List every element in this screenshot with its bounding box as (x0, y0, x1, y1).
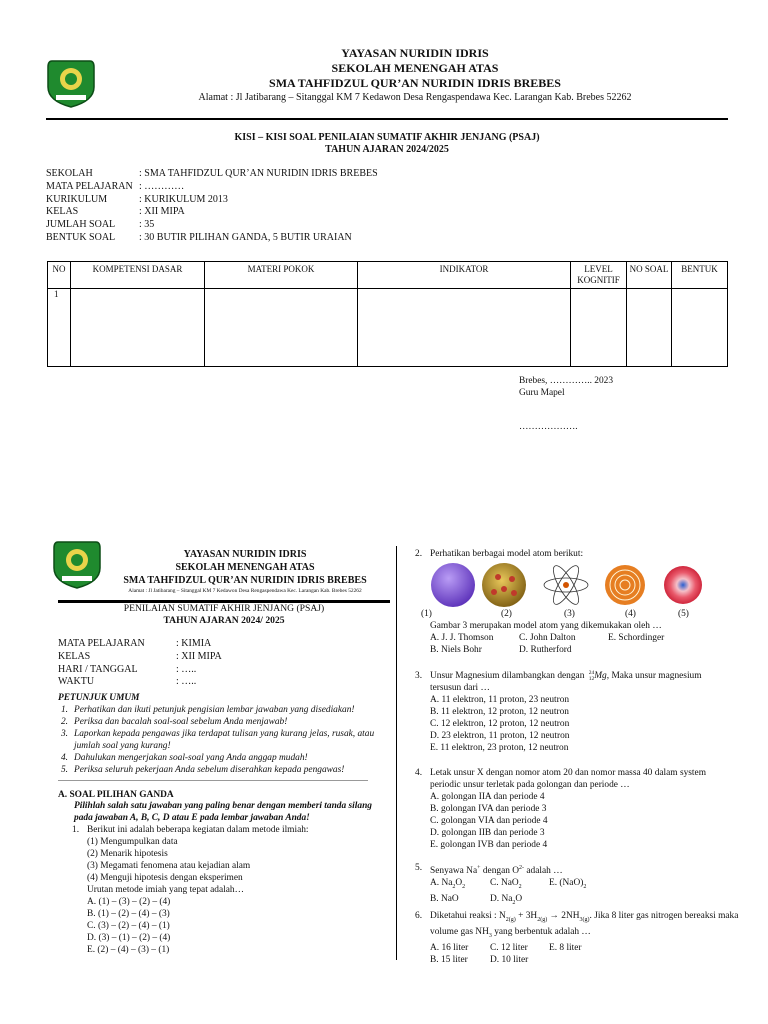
school-name: SMA TAHFIDZUL QUR’AN NURIDIN IDRIS BREBES (269, 76, 561, 90)
answer-option: B. Niels Bohr (430, 645, 482, 655)
answer-option: E. Schordinger (608, 633, 665, 643)
header-block (120, 46, 710, 104)
info-row: MATA PELAJARAN : KIMIA (58, 638, 212, 649)
school-level: SEKOLAH MENENGAH ATAS (175, 562, 315, 573)
section-a-instruction: Pilihlah salah satu jawaban yang paling benar dengan memberi tanda silang pada jawaban A, B, C, D atau E pada lembar jawaban Anda! (74, 801, 372, 823)
exam-info-block (58, 638, 378, 689)
info-row: KELAS : XII MIPA (46, 206, 185, 218)
question-5: 5. Senyawa Na+ dengan $O^{2-}$ adalah … A. $Na_2O_2$ C. NaO$_2$ E. $(NaO)_2$ B. NaO D. $Na_2O$ (415, 862, 735, 909)
signature-role: Guru Mapel (519, 388, 565, 398)
school-address: Alamat : Jl Jatibarang – Sitanggal KM 7 Kedawon Desa Rengaspendawa Kec. Larangan Kab. Brebes 52262 (128, 588, 362, 594)
answer-option: E. (2) – (4) – (3) – (1) (87, 945, 170, 955)
answer-option: A. 16 liter (430, 942, 469, 953)
answer-option: D. golongan IIB dan periode 3 (430, 828, 545, 838)
atom-model-1-icon (431, 563, 475, 607)
answer-option: D. Rutherford (519, 645, 572, 655)
signature-name: ………………. (519, 422, 578, 432)
exam-title: PENILAIAN SUMATIF AKHIR JENJANG (PSAJ) TAHUN AJARAN 2024/ 2025 (123, 603, 325, 626)
question-3: 3. Unsur Magnesium dilambangkan dengan 24 12 Mg, Maka unsur magnesium tersusun dari … A. 11 elektron, 11 proton, 23 neutron B. 11 elektron, 12 proton, 12 neutron C. 12 elektron, 12 proton, 12 neutron D. 23 elektron, 11 proton, 12 neutron E. 11 elektron, 23 proton, 12 neutron (415, 670, 735, 754)
doc-title: KISI – KISI SOAL PENILAIAN SUMATIF AKHIR JENJANG (PSAJ) TAHUN AJARAN 2024/2025 (234, 132, 540, 155)
kisi-table (47, 261, 728, 367)
school-address: Alamat : Jl Jatibarang – Sitanggal KM 7 Kedawon Desa Rengaspendawa Kec. Larangan Kab. Brebes 52262 (198, 92, 632, 103)
foundation-name: YAYASAN NURIDIN IDRIS (341, 46, 489, 60)
answer-option: E. $(NaO)_2$ (549, 878, 587, 890)
answer-option: C. 12 liter (490, 942, 528, 953)
answer-option: A. $Na_2O_2$ (430, 878, 466, 890)
info-row: KELAS : XII MIPA (58, 650, 222, 662)
info-row: WAKTU : ….. (58, 676, 197, 688)
answer-option: A. J. J. Thomson (430, 633, 494, 643)
list-item: 4. Dahulukan mengerjakan soal-soal yang Anda anggap mudah! (60, 753, 308, 763)
info-row: KURIKULUM : KURIKULUM 2013 (46, 193, 228, 205)
foundation-name: YAYASAN NURIDIN IDRIS (183, 549, 307, 560)
header-block (100, 548, 390, 595)
info-row: SEKOLAH : SMA TAHFIDZUL QUR’AN NURIDIN IDRIS BREBES (46, 168, 378, 179)
question-6: 6. Diketahui reaksi : $N_{2(g)} + 3H_{2(g)} \to 2NH_{3(g)}$. Jika 8 liter gas nitrogen bereaksi maka volume gas $NH_3$ yang berbentuk adalah … A. 16 liter C. 12 liter E. 8 liter B. 15 liter D. 10 liter (415, 911, 739, 965)
list-item: 3. Laporkan kepada pengawas jika terdapat tulisan yang kurang jelas, rusak, atau jumlah soal yang kurang! (60, 729, 375, 751)
atom-model-2-icon (482, 563, 526, 607)
column-divider (396, 546, 397, 960)
petunjuk-list (58, 704, 383, 776)
info-row: MATA PELAJARAN : ………… (46, 180, 185, 192)
atom-model-labels: (1) (2) (3) (4) (5) (421, 609, 689, 619)
answer-option: D. 23 elektron, 11 proton, 12 neutron (430, 731, 570, 741)
answer-option: E. 11 elektron, 23 proton, 12 neutron (430, 743, 569, 753)
answer-option: D. $Na_2O$ (490, 894, 523, 906)
header-divider (46, 118, 728, 120)
table-header-row: NO KOMPETENSI DASAR MATERI POKOK INDIKATOR LEVEL KOGNITIF NO SOAL BENTUK (48, 262, 728, 289)
info-row: HARI / TANGGAL : ….. (58, 663, 197, 675)
answer-option: B. NaO (430, 894, 459, 904)
answer-option: D. 10 liter (490, 954, 529, 965)
petunjuk-title: PETUNJUK UMUM (58, 693, 140, 703)
question-1: 1. Berikut ini adalah beberapa kegiatan dalam metode ilmiah: (1) Mengumpulkan data (2) Menarik hipotesis (3) Megamati fenomena atau kejadian alam (4) Menguji hipotesis dengan eksperimen Urutan metode imiah yang tepat adalah… A. (1) – (3) – (2) – (4) B. (1) – (2) – (4) – (3) C. (3) – (2) – (4) – (1) D. (3) – (1) – (2) – (4) E. (2) – (4) – (3) – (1) (72, 824, 392, 956)
atom-model-3-icon (544, 562, 588, 607)
answer-option: E. 8 liter (549, 942, 582, 953)
list-item: 1. Perhatikan dan ikuti petunjuk pengisian lembar jawaban yang disediakan! (60, 705, 355, 715)
answer-option: C. John Dalton (519, 633, 576, 643)
info-row: JUMLAH SOAL : 35 (46, 219, 155, 231)
table-row: 1 (48, 289, 728, 367)
answer-option: B. 15 liter (430, 954, 468, 965)
answer-option: C. (3) – (2) – (4) – (1) (87, 921, 170, 931)
school-logo-icon (52, 538, 102, 590)
answer-option: B. 11 elektron, 12 proton, 12 neutron (430, 707, 569, 717)
question-2-body: Gambar 3 merupakan model atom yang dikemukakan oleh … A. J. J. Thomson C. John Dalton E. Schordinger B. Niels Bohr D. Rutherford (430, 621, 665, 655)
atom-model-4-icon (605, 565, 645, 605)
info-row: BENTUK SOAL : 30 BUTIR PILIHAN GANDA, 5 BUTIR URAIAN (46, 231, 352, 243)
answer-option: C. NaO$_2$ (490, 878, 522, 890)
answer-option: C. golongan VIA dan periode 4 (430, 816, 548, 826)
section-a-title: A. SOAL PILIHAN GANDA (58, 790, 174, 800)
answer-option: A. golongan IIA dan periode 4 (430, 792, 545, 802)
list-item: 2. Periksa dan bacalah soal-soal sebelum Anda menjawab! (60, 717, 288, 727)
answer-option: A. 11 elektron, 11 proton, 23 neutron (430, 695, 570, 705)
question-4: 4. Letak unsur X dengan nomor atom 20 dan nomor massa 40 dalam system periodic unsur terletak pada golongan dan periode … A. golongan IIA dan periode 4 B. golongan IVA dan periode 3 C. golongan VIA dan periode 4 D. golongan IIB dan periode 3 E. golongan IVB dan periode 4 (415, 767, 735, 851)
atom-model-5-icon (664, 566, 702, 604)
school-name: SMA TAHFIDZUL QUR’AN NURIDIN IDRIS BREBES (123, 575, 367, 586)
question-2: 2. Perhatikan berbagai model atom berikut: (415, 549, 584, 559)
atom-models-figure (428, 562, 708, 608)
signature-block (519, 375, 613, 433)
section-divider (58, 780, 368, 781)
school-level: SEKOLAH MENENGAH ATAS (331, 61, 499, 75)
list-item: 5. Periksa seluruh pekerjaan Anda sebelum diserahkan kepada pengawas! (60, 765, 345, 775)
answer-option: E. golongan IVB dan periode 4 (430, 840, 548, 850)
answer-option: C. 12 elektron, 12 proton, 12 neutron (430, 719, 570, 729)
info-block (46, 168, 546, 245)
signature-place-date: Brebes, ………….. 2023 (519, 376, 614, 386)
answer-option: A. (1) – (3) – (2) – (4) (87, 897, 171, 907)
answer-option: D. (3) – (1) – (2) – (4) (87, 933, 171, 943)
answer-option: B. (1) – (2) – (4) – (3) (87, 909, 170, 919)
school-logo-icon (46, 57, 96, 109)
answer-option: B. golongan IVA dan periode 3 (430, 804, 547, 814)
